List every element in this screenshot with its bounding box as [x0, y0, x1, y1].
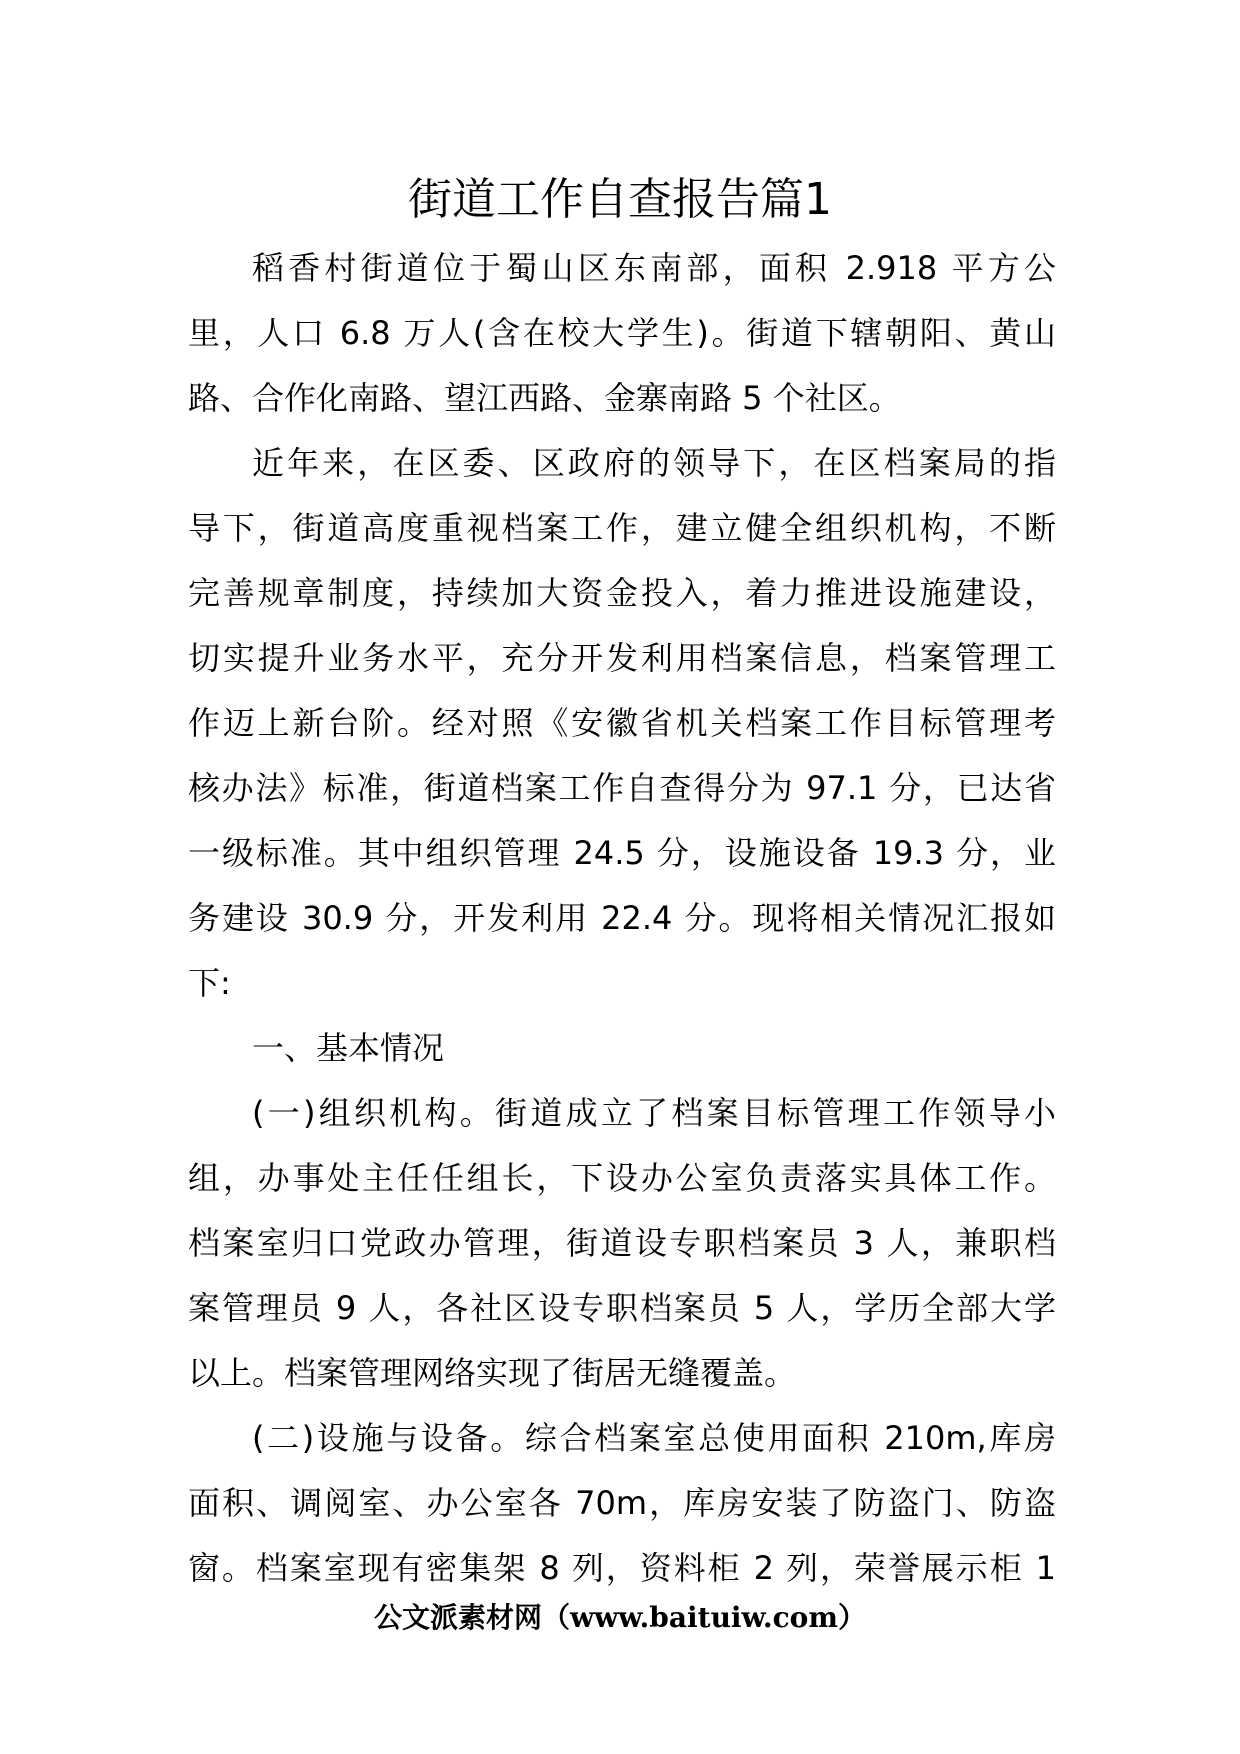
text-line: 路、合作化南路、望江西路、金寨南路 5 个社区。: [188, 379, 901, 417]
document-title: 街道工作自查报告篇1: [408, 174, 832, 225]
text-line: 一级标准。其中组织管理 24.5 分，设施设备 19.3 分，业: [188, 834, 1056, 872]
text-line: 档案室归口党政办管理，街道设专职档案员 3 人，兼职档: [188, 1224, 1056, 1262]
text-line: 组，办事处主任任组长，下设办公室负责落实具体工作。: [188, 1159, 1056, 1197]
text-line: 里，人口 6.8 万人(含在校大学生)。街道下辖朝阳、黄山: [188, 314, 1056, 352]
text-line: 核办法》标准，街道档案工作自查得分为 97.1 分，已达省: [188, 769, 1056, 807]
text-line: 完善规章制度，持续加大资金投入，着力推进设施建设，: [188, 574, 1056, 612]
document-body: [188, 236, 1056, 1601]
text-line: 面积、调阅室、办公室各 70m，库房安装了防盗门、防盗: [188, 1484, 1056, 1522]
text-line: 务建设 30.9 分，开发利用 22.4 分。现将相关情况汇报如: [188, 899, 1056, 937]
text-line: (一)组织机构。街道成立了档案目标管理工作领导小: [252, 1094, 1056, 1132]
text-line: 近年来，在区委、区政府的领导下，在区档案局的指: [252, 444, 1056, 482]
text-line: 窗。档案室现有密集架 8 列，资料柜 2 列，荣誉展示柜 1: [188, 1549, 1056, 1587]
text-line: 案管理员 9 人，各社区设专职档案员 5 人，学历全部大学: [188, 1289, 1056, 1327]
section-heading: 一、基本情况: [252, 1029, 445, 1067]
text-line: 作迈上新台阶。经对照《安徽省机关档案工作目标管理考: [188, 704, 1056, 742]
text-line: 下:: [188, 964, 231, 1002]
text-line: 导下，街道高度重视档案工作，建立健全组织机构，不断: [188, 509, 1056, 547]
text-line: 以上。档案管理网络实现了街居无缝覆盖。: [188, 1354, 797, 1392]
text-line: (二)设施与设备。综合档案室总使用面积 210m,库房: [252, 1419, 1056, 1457]
text-line: 切实提升业务水平，充分开发利用档案信息，档案管理工: [188, 639, 1056, 677]
footer-watermark: 公文派素材网（www.baituiw.com）: [374, 1601, 866, 1634]
text-line: 稻香村街道位于蜀山区东南部，面积 2.918 平方公: [252, 249, 1056, 287]
